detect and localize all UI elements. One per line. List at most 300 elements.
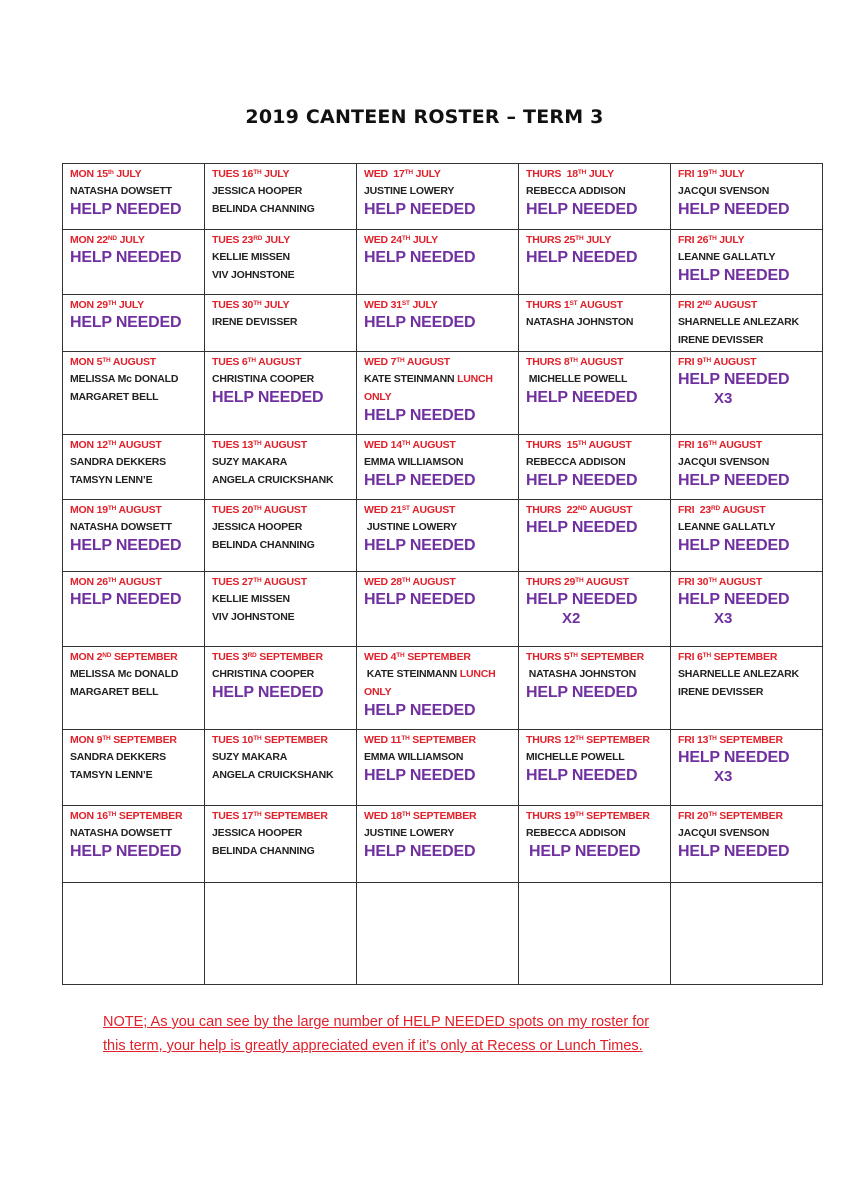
date-day: THURS 5: [526, 651, 570, 663]
date-month: AUGUST: [711, 299, 758, 311]
help-needed-label: HELP NEEDED: [526, 767, 638, 784]
volunteer-name-text: JUSTINE LOWERY: [364, 185, 455, 197]
date-month: SEPTEMBER: [256, 651, 323, 663]
help-needed-label: HELP NEEDED: [678, 537, 790, 554]
help-needed-label: HELP NEEDED: [70, 314, 182, 331]
date-day: WED 17: [364, 168, 405, 180]
date-suffix: TH: [253, 811, 262, 818]
date-day: FRI 13: [678, 734, 709, 746]
roster-cell-tue: [205, 883, 357, 985]
date-day: TUES 3: [212, 651, 248, 663]
volunteer-name-text: SUZY MAKARA: [212, 456, 288, 468]
roster-cell-thu: [519, 230, 671, 295]
roster-row: [63, 883, 823, 985]
date-month: JULY: [409, 299, 438, 311]
date-label: [70, 808, 200, 824]
volunteer-name: [212, 536, 352, 554]
date-suffix: TH: [404, 169, 413, 176]
volunteer-name-text: MICHELLE POWELL: [526, 751, 625, 763]
help-needed-label: HELP NEEDED: [678, 371, 790, 388]
date-label: [70, 732, 200, 748]
date-month: SEPTEMBER: [577, 651, 645, 663]
date-suffix: TH: [702, 652, 711, 659]
date-month: SEPTEMBER: [261, 734, 328, 746]
volunteer-name-text: BELINDA CHANNING: [212, 539, 315, 551]
volunteer-name: [526, 453, 666, 471]
volunteer-name: [212, 248, 352, 266]
volunteer-name-text: SANDRA DEKKERS: [70, 456, 166, 468]
date-label: [212, 649, 352, 665]
volunteer-name: [364, 824, 514, 842]
volunteer-name: [212, 266, 352, 284]
roster-cell-mon: [63, 572, 205, 647]
roster-cell-mon: [63, 806, 205, 883]
date-suffix: TH: [708, 577, 717, 584]
date-suffix: RD: [247, 652, 257, 659]
help-needed-label: HELP NEEDED: [526, 389, 638, 406]
date-month: JULY: [116, 299, 144, 311]
volunteer-name: [212, 590, 352, 608]
date-month: SEPTEMBER: [111, 651, 178, 663]
help-needed-label: HELP NEEDED: [364, 702, 476, 719]
volunteer-name-text: SUZY MAKARA: [212, 751, 288, 763]
date-label: [212, 808, 352, 824]
help-needed-label: HELP NEEDED: [70, 249, 182, 266]
volunteer-name: [212, 200, 352, 218]
roster-cell-tue: [205, 806, 357, 883]
volunteer-name-text: MICHELLE POWELL: [526, 373, 628, 385]
date-label: [526, 354, 666, 370]
volunteer-name: [70, 748, 200, 766]
date-day: TUES 20: [212, 504, 254, 516]
date-day: MON 26: [70, 576, 108, 588]
volunteer-name-text: BELINDA CHANNING: [212, 203, 315, 215]
roster-row: [63, 572, 823, 647]
date-label: [526, 649, 666, 665]
volunteer-name-text: NATASHA DOWSETT: [70, 185, 172, 197]
volunteer-name: [212, 471, 352, 489]
date-label: [70, 354, 200, 370]
date-suffix: TH: [575, 735, 584, 742]
roster-cell-mon: [63, 730, 205, 806]
date-day: THURS 19: [526, 810, 576, 822]
volunteer-name-text: REBECCA ADDISON: [526, 185, 626, 197]
help-needed-label: HELP NEEDED: [70, 843, 182, 860]
volunteer-name: [678, 331, 818, 349]
date-suffix: TH: [569, 357, 578, 364]
volunteer-name: [212, 766, 352, 784]
volunteer-name-text: CHRISTINA COOPER: [212, 668, 314, 680]
roster-cell-thu: [519, 572, 671, 647]
date-day: MON 5: [70, 356, 103, 368]
date-month: AUGUST: [261, 504, 307, 516]
date-label: [364, 354, 514, 370]
roster-cell-mon: [63, 647, 205, 730]
volunteer-name-text: VIV JOHNSTONE: [212, 269, 295, 281]
roster-row: [63, 295, 823, 352]
volunteer-name-text: JESSICA HOOPER: [212, 185, 303, 197]
date-suffix: TH: [577, 440, 587, 447]
date-label: [70, 649, 200, 665]
date-suffix: TH: [569, 652, 578, 659]
date-suffix: TH: [253, 440, 262, 447]
date-label: [526, 437, 666, 453]
date-label: [212, 502, 352, 518]
roster-cell-wed: [357, 352, 519, 435]
date-label: [212, 732, 352, 748]
volunteer-name-text: REBECCA ADDISON: [526, 827, 626, 839]
date-day: FRI 23: [678, 504, 712, 516]
volunteer-name-text: JESSICA HOOPER: [212, 521, 303, 533]
roster-cell-tue: [205, 164, 357, 230]
volunteer-name: [678, 453, 818, 471]
date-month: SEPTEMBER: [410, 810, 477, 822]
volunteer-name: [526, 370, 666, 388]
date-day: MON 9: [70, 734, 103, 746]
volunteer-name: [212, 665, 352, 683]
volunteer-name: [364, 665, 514, 683]
roster-cell-mon: [63, 435, 205, 500]
volunteer-name-text: BELINDA CHANNING: [212, 845, 315, 857]
shift-note: LUNCH: [459, 668, 496, 680]
volunteer-name: [212, 182, 352, 200]
volunteer-name: [70, 453, 200, 471]
date-month: AUGUST: [577, 356, 624, 368]
volunteer-name: [526, 748, 666, 766]
date-month: JULY: [410, 234, 438, 246]
date-suffix: TH: [253, 505, 262, 512]
date-month: SEPTEMBER: [110, 734, 177, 746]
date-label: [70, 437, 200, 453]
date-suffix: th: [107, 169, 114, 176]
date-label: [364, 649, 514, 665]
date-month: SEPTEMBER: [716, 734, 783, 746]
help-needed-label: HELP NEEDED: [364, 591, 476, 608]
help-needed-label: HELP NEEDED: [529, 843, 641, 860]
date-month: JULY: [262, 234, 290, 246]
shift-note-cont: ONLY: [364, 391, 392, 403]
date-suffix: TH: [253, 169, 262, 176]
date-suffix: TH: [102, 735, 111, 742]
volunteer-name-text: JESSICA HOOPER: [212, 827, 303, 839]
date-label: [678, 732, 818, 748]
volunteer-name-text: JUSTINE LOWERY: [364, 827, 455, 839]
date-day: THURS 29: [526, 576, 576, 588]
roster-cell-tue: [205, 572, 357, 647]
date-label: [212, 574, 352, 590]
date-month: SEPTEMBER: [261, 810, 328, 822]
volunteer-name: [70, 182, 200, 200]
volunteer-name-text: NATASHA JOHNSTON: [526, 668, 636, 680]
volunteer-name: [70, 824, 200, 842]
date-suffix: TH: [708, 811, 717, 818]
date-day: THURS 1: [526, 299, 570, 311]
date-day: MON 16: [70, 810, 108, 822]
roster-cell-mon: [63, 883, 205, 985]
date-day: TUES 6: [212, 356, 248, 368]
date-month: AUGUST: [586, 439, 632, 451]
volunteer-name: [526, 665, 666, 683]
volunteer-name: [70, 766, 200, 784]
volunteer-name-text: JACQUI SVENSON: [678, 827, 770, 839]
date-month: AUGUST: [583, 576, 629, 588]
roster-table: [62, 163, 823, 985]
roster-cell-tue: [205, 230, 357, 295]
date-suffix: ND: [577, 505, 587, 512]
date-label: [526, 232, 666, 248]
date-day: THURS 15: [526, 439, 578, 451]
date-month: AUGUST: [409, 504, 456, 516]
roster-cell-mon: [63, 295, 205, 352]
page-title: 2019 CANTEEN ROSTER – TERM 3: [245, 106, 604, 128]
help-needed-label: HELP NEEDED: [364, 201, 476, 218]
volunteer-name: [526, 182, 666, 200]
roster-cell-wed: [357, 295, 519, 352]
date-suffix: TH: [107, 811, 117, 818]
help-needed-label: HELP NEEDED: [364, 537, 476, 554]
date-day: THURS 8: [526, 356, 570, 368]
date-label: [678, 232, 818, 248]
date-suffix: ST: [569, 300, 578, 307]
roster-cell-wed: [357, 883, 519, 985]
roster-row: [63, 230, 823, 295]
help-multiplier: X2: [562, 610, 581, 627]
roster-cell-fri: [671, 572, 823, 647]
shift-note-line: [364, 388, 514, 406]
volunteer-name-text: KELLIE MISSEN: [212, 593, 290, 605]
help-multiplier: X3: [714, 768, 733, 785]
help-needed-label: HELP NEEDED: [364, 767, 476, 784]
volunteer-name-text: TAMSYN LENN’E: [70, 769, 153, 781]
shift-note-cont: ONLY: [364, 686, 392, 698]
date-month: AUGUST: [110, 356, 156, 368]
date-suffix: ST: [401, 505, 410, 512]
date-label: [212, 232, 352, 248]
date-month: AUGUST: [116, 504, 162, 516]
date-month: AUGUST: [410, 576, 456, 588]
date-label: [364, 297, 514, 313]
shift-note-line: [364, 683, 514, 701]
volunteer-name: [678, 683, 818, 701]
roster-row: [63, 730, 823, 806]
roster-cell-thu: [519, 164, 671, 230]
roster-cell-fri: [671, 164, 823, 230]
date-suffix: TH: [575, 577, 584, 584]
date-month: JULY: [716, 234, 745, 246]
date-day: FRI 19: [678, 168, 709, 180]
help-needed-label: HELP NEEDED: [678, 201, 790, 218]
date-month: JULY: [412, 168, 441, 180]
date-suffix: TH: [253, 735, 262, 742]
volunteer-name: [364, 518, 514, 536]
date-label: [70, 574, 200, 590]
volunteer-name: [364, 453, 514, 471]
date-day: WED 14: [364, 439, 402, 451]
volunteer-name-text: NATASHA DOWSETT: [70, 521, 172, 533]
date-suffix: TH: [107, 300, 117, 307]
date-month: AUGUST: [261, 439, 307, 451]
volunteer-name: [678, 824, 818, 842]
roster-cell-wed: [357, 730, 519, 806]
date-label: [678, 354, 818, 370]
date-label: [526, 166, 666, 182]
roster-cell-tue: [205, 647, 357, 730]
date-suffix: TH: [708, 440, 717, 447]
volunteer-name-text: KATE STEINMANN: [364, 668, 458, 680]
help-needed-label: HELP NEEDED: [526, 684, 638, 701]
help-needed-label: HELP NEEDED: [526, 472, 638, 489]
date-label: [364, 502, 514, 518]
help-needed-label: HELP NEEDED: [364, 314, 476, 331]
roster-cell-thu: [519, 435, 671, 500]
date-month: AUGUST: [716, 576, 763, 588]
date-month: SEPTEMBER: [716, 810, 783, 822]
date-month: JULY: [116, 234, 145, 246]
roster-cell-mon: [63, 164, 205, 230]
roster-cell-fri: [671, 500, 823, 572]
date-suffix: TH: [401, 577, 411, 584]
date-month: SEPTEMBER: [710, 651, 778, 663]
roster-cell-thu: [519, 883, 671, 985]
date-month: AUGUST: [410, 439, 456, 451]
roster-cell-tue: [205, 435, 357, 500]
date-suffix: TH: [708, 169, 717, 176]
date-day: MON 19: [70, 504, 108, 516]
date-label: [212, 437, 352, 453]
date-day: MON 29: [70, 299, 108, 311]
date-suffix: TH: [396, 357, 405, 364]
date-day: WED 7: [364, 356, 397, 368]
help-needed-label: HELP NEEDED: [678, 749, 790, 766]
date-label: [364, 437, 514, 453]
note-line-1: NOTE; As you can see by the large number of HELP NEEDED spots on my roster for: [103, 1014, 650, 1030]
date-month: SEPTEMBER: [583, 810, 650, 822]
roster-cell-fri: [671, 806, 823, 883]
date-month: AUGUST: [716, 439, 763, 451]
date-day: FRI 30: [678, 576, 709, 588]
date-day: THURS 12: [526, 734, 576, 746]
date-month: AUGUST: [720, 504, 766, 516]
date-day: FRI 26: [678, 234, 709, 246]
date-day: TUES 17: [212, 810, 254, 822]
date-suffix: TH: [396, 652, 405, 659]
roster-note: [103, 1010, 763, 1058]
date-month: AUGUST: [577, 299, 623, 311]
date-day: FRI 6: [678, 651, 703, 663]
date-label: [678, 297, 818, 313]
date-suffix: RD: [711, 505, 721, 512]
volunteer-name-text: MELISSA Mc DONALD: [70, 668, 179, 680]
volunteer-name: [678, 248, 818, 266]
help-needed-label: HELP NEEDED: [678, 267, 790, 284]
date-label: [364, 232, 514, 248]
volunteer-name-text: LEANNE GALLATLY: [678, 251, 776, 263]
volunteer-name-text: EMMA WILLIAMSON: [364, 456, 464, 468]
date-label: [526, 297, 666, 313]
date-month: AUGUST: [710, 356, 757, 368]
volunteer-name: [212, 824, 352, 842]
volunteer-name-text: NATASHA JOHNSTON: [526, 316, 634, 328]
date-month: JULY: [261, 168, 290, 180]
date-suffix: RD: [253, 235, 263, 242]
roster-cell-tue: [205, 295, 357, 352]
date-label: [526, 574, 666, 590]
volunteer-name-text: IRENE DEVISSER: [212, 316, 298, 328]
date-label: [70, 232, 200, 248]
volunteer-name-text: VIV JOHNSTONE: [212, 611, 295, 623]
volunteer-name-text: JACQUI SVENSON: [678, 456, 770, 468]
roster-cell-fri: [671, 230, 823, 295]
help-needed-label: HELP NEEDED: [70, 201, 182, 218]
date-label: [212, 297, 352, 313]
date-suffix: TH: [575, 235, 584, 242]
date-suffix: ND: [107, 235, 117, 242]
volunteer-name-text: EMMA WILLIAMSON: [364, 751, 464, 763]
volunteer-name: [70, 471, 200, 489]
date-suffix: TH: [102, 357, 111, 364]
volunteer-name: [212, 608, 352, 626]
date-suffix: TH: [247, 357, 256, 364]
date-suffix: TH: [401, 235, 411, 242]
date-month: AUGUST: [586, 504, 633, 516]
roster-cell-thu: [519, 806, 671, 883]
date-label: [678, 437, 818, 453]
volunteer-name: [526, 313, 666, 331]
roster-cell-wed: [357, 572, 519, 647]
date-day: FRI 16: [678, 439, 709, 451]
date-day: WED 24: [364, 234, 402, 246]
date-month: SEPTEMBER: [409, 734, 476, 746]
help-needed-label: HELP NEEDED: [678, 843, 790, 860]
date-label: [678, 502, 818, 518]
help-needed-label: HELP NEEDED: [526, 591, 638, 608]
volunteer-name: [212, 518, 352, 536]
roster-cell-mon: [63, 230, 205, 295]
date-label: [212, 166, 352, 182]
volunteer-name: [212, 370, 352, 388]
roster-cell-tue: [205, 730, 357, 806]
volunteer-name-text: JACQUI SVENSON: [678, 185, 770, 197]
roster-row: [63, 806, 823, 883]
volunteer-name-text: SHARNELLE ANLEZARK: [678, 668, 799, 680]
volunteer-name: [364, 370, 514, 388]
roster-cell-thu: [519, 295, 671, 352]
date-suffix: TH: [253, 577, 262, 584]
roster-cell-wed: [357, 500, 519, 572]
date-day: THURS 18: [526, 168, 578, 180]
note-line-2: this term, your help is greatly appreciated even if it’s only at Recess or Lunch Times.: [103, 1038, 643, 1054]
help-needed-label: HELP NEEDED: [212, 684, 324, 701]
volunteer-name: [70, 388, 200, 406]
help-needed-label: HELP NEEDED: [364, 249, 476, 266]
date-month: JULY: [586, 168, 614, 180]
date-suffix: ND: [702, 300, 712, 307]
volunteer-name: [364, 748, 514, 766]
date-suffix: TH: [107, 577, 117, 584]
date-suffix: TH: [575, 811, 584, 818]
volunteer-name-text: IRENE DEVISSER: [678, 334, 764, 346]
date-day: MON 22: [70, 234, 108, 246]
date-month: SEPTEMBER: [583, 734, 650, 746]
date-label: [364, 574, 514, 590]
volunteer-name-text: TAMSYN LENN’E: [70, 474, 153, 486]
date-suffix: TH: [702, 357, 711, 364]
roster-cell-thu: [519, 500, 671, 572]
volunteer-name-text: JUSTINE LOWERY: [364, 521, 457, 533]
date-label: [678, 808, 818, 824]
date-label: [212, 354, 352, 370]
roster-cell-fri: [671, 647, 823, 730]
